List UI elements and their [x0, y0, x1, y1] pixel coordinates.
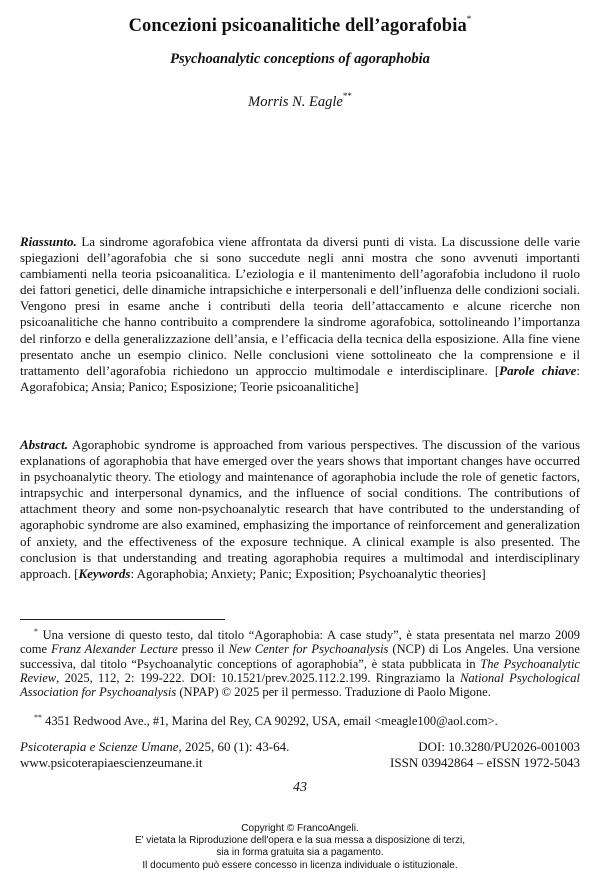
abstract-italian-text: La sindrome agorafobica viene affrontata da diversi punti di vista. La discussione delle varie spiegazioni dell’agorafobia che si sono succedute negli anni mostra che sono avvenuti importanti cambiamenti nella teoria psicoanalitica. L’eziologia e il mantenimento dell’agorafobia includono il ruolo dei fattori genetici, delle dinamiche intrapsichiche e interpersonali e dell’influenza delle condizioni sociali. Vengono presi in esame anche i contributi della teoria dell’attaccamento e alcune ricerche non psicoanalitiche che hanno contribuito a comprendere la sindrome agorafobica, sottolineando l’importanza del rinforzo e della generalizzazione dell’ansia, e l’efficacia della tecnica della esposizione. Alla fine viene presentato anche un esempio clinico. Nelle conclusioni viene sottolineato che la comprensione e il trattamento dell’agorafobia richiedono un approccio multimodale e interdisciplinare. [	[20, 234, 580, 378]
author-name: Morris N. Eagle**	[248, 91, 352, 110]
footnote-1: * Una versione di questo testo, dal titolo “Agoraphobia: A case study”, è stata presentata nel marzo 2009 come Franz Alexander Lecture presso il New Center for Psychoanalysis (NCP) di Los Angeles. Una versione successiva, dal titolo “Psychoanalytic conceptions of agoraphobia”, è stata pubblicata in The Psychoanalytic Review, 2025, 112, 2: 199-222. DOI: 10.1521/prev.2025.112.2.199. Ringraziamo la National Psychological Association for Psychoanalysis (NPAP) © 2025 per il permesso. Traduzione di Paolo Migone.	[20, 627, 580, 700]
title-footnote-mark: *	[466, 14, 472, 24]
journal-doi: DOI: 10.3280/PU2026-001003	[418, 739, 580, 754]
abstract-english	[20, 437, 580, 582]
journal-name: Psicoterapia e Scienze Umane	[20, 739, 179, 754]
journal-citation: , 2025, 60 (1): 43-64.	[178, 739, 290, 754]
footnote-2-mark: **	[34, 713, 42, 722]
abstract-english-text: Agoraphobic syndrome is approached from various perspectives. The discussion of the various explanations of agoraphobia that have emerged over the years shows that important changes have occurred in psychoanalytic theory. The etiology and maintenance of agoraphobia include the role of genetic factors, intrapsychic and interpersonal dynamics, and the influence of social conditions. The contributions of attachment theory and some non-psychoanalytic research that have contributed to the understanding of agoraphobic syndrome are also examined, emphasizing the importance of reinforcement and generalization of anxiety, and the effectiveness of the exposure technique. A clinical example is also presented. The conclusion is that understanding and treating agoraphobia requires a multimodal and interdisciplinary approach. [	[20, 437, 580, 581]
abstract-english-keywords-label: Keywords	[78, 565, 131, 581]
abstract-italian	[20, 234, 580, 395]
article-subtitle: Psychoanalytic conceptions of agoraphobia	[170, 51, 430, 67]
article-title: Concezioni psicoanalitiche dell’agorafobia*	[128, 14, 472, 36]
abstract-italian-keywords: : Agorafobica; Ansia; Panico; Esposizione; Teorie psicoanalitiche]	[20, 362, 580, 394]
abstract-italian-lead: Riassunto.	[20, 234, 77, 249]
author-footnote-mark: **	[342, 91, 352, 101]
journal-website: www.psicoterapiaescienzeumane.it	[20, 755, 203, 770]
copyright-notice: Copyright © FrancoAngeli. E' vietata la Riproduzione dell'opera e la sua messa a disposizione di terzi, sia in forma gratuita sia a pagamento. Il documento può essere concesso in licenza individuale o istituzionale.	[134, 823, 466, 871]
journal-issn: ISSN 03942864 – eISSN 1972-5043	[390, 755, 580, 770]
abstract-english-keywords: : Agoraphobia; Anxiety; Panic; Exposition; Psychoanalytic theories]	[130, 565, 486, 581]
abstract-english-lead: Abstract.	[20, 437, 69, 452]
abstract-italian-keywords-label: Parole chiave	[499, 362, 577, 378]
footnote-divider	[20, 619, 225, 620]
footnote-2: ** 4351 Redwood Ave., #1, Marina del Rey, CA 90292, USA, email <meagle100@aol.com>.	[34, 713, 498, 728]
page-number: 43	[293, 780, 307, 795]
footnote-1-mark: *	[34, 627, 38, 636]
